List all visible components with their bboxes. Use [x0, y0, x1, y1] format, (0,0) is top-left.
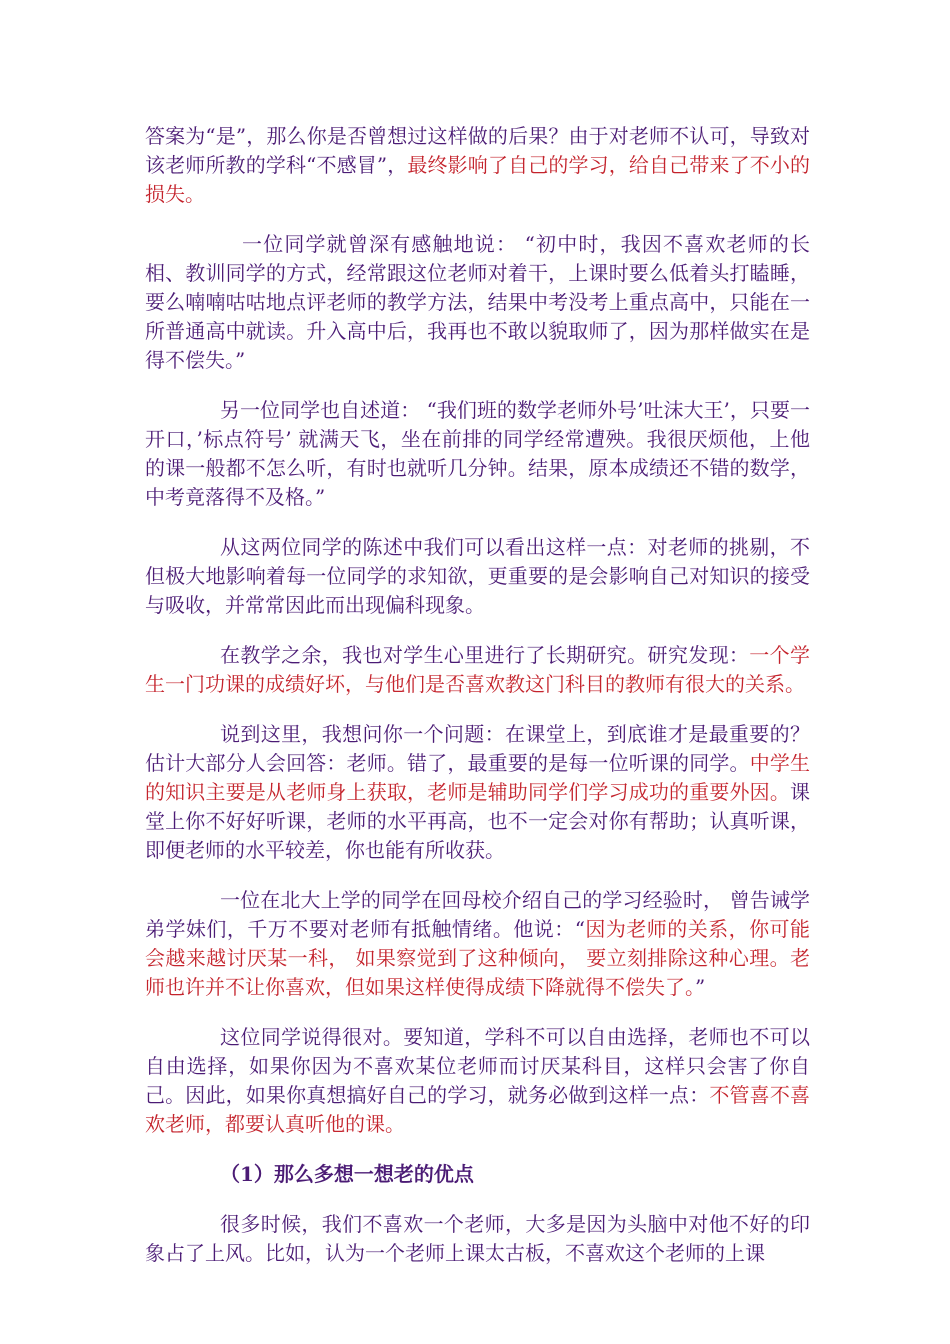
section-heading [145, 1160, 810, 1189]
text-segment: 一位同学就曾深有感触地说： “初中时，我因不喜欢老师的长相、教训同学的方式，经常跟这位老师对着干，上课时要么低着头打瞌睡，要么喃喃咕咕地点评老师的教学方法，结果中考没考上重点高中，只能在一所普通高中就读。升入高中后，我再也不敢以貌取师了，因为那样做实在是得不偿失。” [145, 232, 810, 372]
text-segment: 从这两位同学的陈述中我们可以看出这样一点：对老师的挑剔，不但极大地影响着每一位同学的求知欲，更重要的是会影响自己对知识的接受与吸收，并常常因此而出现偏科现象。 [145, 535, 810, 617]
paragraph-question [145, 720, 810, 865]
highlighted-text: 中学生的知识主要是从老师身上获取，老师是辅助同学们学习成功的重要外因。 [145, 751, 810, 804]
text-segment: ” [695, 975, 706, 999]
paragraph-research [145, 641, 810, 699]
highlighted-text: 一个学生一门功课的成绩好坏，与他们是否喜欢教这门科目的教师有很大的关系。 [145, 643, 811, 696]
text-segment: 很多时候，我们不喜欢一个老师，大多是因为头脑中对他不好的印象占了上风。比如，认为一个老师上课太古板，不喜欢这个老师的上课 [145, 1212, 810, 1265]
paragraph-peking-student [145, 886, 810, 1002]
heading-text: 那么多想一想老的优点 [273, 1162, 474, 1186]
text-segment: 这位同学说得很对。要知道，学科不可以自由选择，老师也不可以自由选择，如果你因为不喜欢某位老师而讨厌某科目，这样只会害了你自己。因此，如果你真想搞好自己的学习，就务必做到这样一点： [145, 1025, 810, 1107]
paragraph-advice [145, 1023, 810, 1139]
text-segment: 一位在北大上学的同学在回母校介绍自己的学习经验时， 曾告诫学弟学妹们，千万不要对老师有抵触情绪。他说：“ [145, 888, 810, 941]
paragraph-conclusion [145, 533, 810, 620]
text-segment: 课堂上你不好好听课，老师的水平再高，也不一定会对你有帮助；认真听课，即便老师的水平较差，你也能有所收获。 [145, 780, 810, 862]
highlighted-text: 最终影响了自己的学习，给自己带来了不小的损失。 [145, 153, 811, 206]
paragraph-student-quote-2 [145, 396, 810, 512]
highlighted-text: 因为老师的关系，你可能会越来越讨厌某一科， 如果察觉到了这种倾向， 要立刻排除这种心理。老师也许并不让你喜欢，但如果这样使得成绩下降就得不偿失了。 [145, 917, 810, 999]
text-segment: 答案为“是”，那么你是否曾想过这样做的后果？由于对老师不认可，导致对该老师所教的学科“不感冒”， [145, 124, 810, 177]
text-segment: 另一位同学也自述道： “我们班的数学老师外号’吐沫大王’，只要一开口，’标点符号’ 就满天飞，坐在前排的同学经常遭殃。我很厌烦他，上他的课一般都不怎么听，有时也就听几分钟。结果，原本成绩还不错的数学，中考竟落得不及格。” [145, 398, 810, 509]
paragraph-student-quote-1 [145, 230, 810, 375]
paragraph-impression [145, 1210, 810, 1268]
text-segment: 说到这里，我想问你一个问题：在课堂上，到底谁才是最重要的？估计大部分人会回答：老师。错了，最重要的是每一位听课的同学。 [145, 722, 810, 775]
heading-number: （1） [220, 1162, 274, 1186]
paragraph-consequence [145, 122, 810, 209]
text-segment: 在教学之余，我也对学生心里进行了长期研究。研究发现： [220, 643, 750, 667]
document-page [145, 122, 810, 1289]
highlighted-text: 不管喜不喜欢老师，都要认真听他的课。 [145, 1083, 810, 1136]
